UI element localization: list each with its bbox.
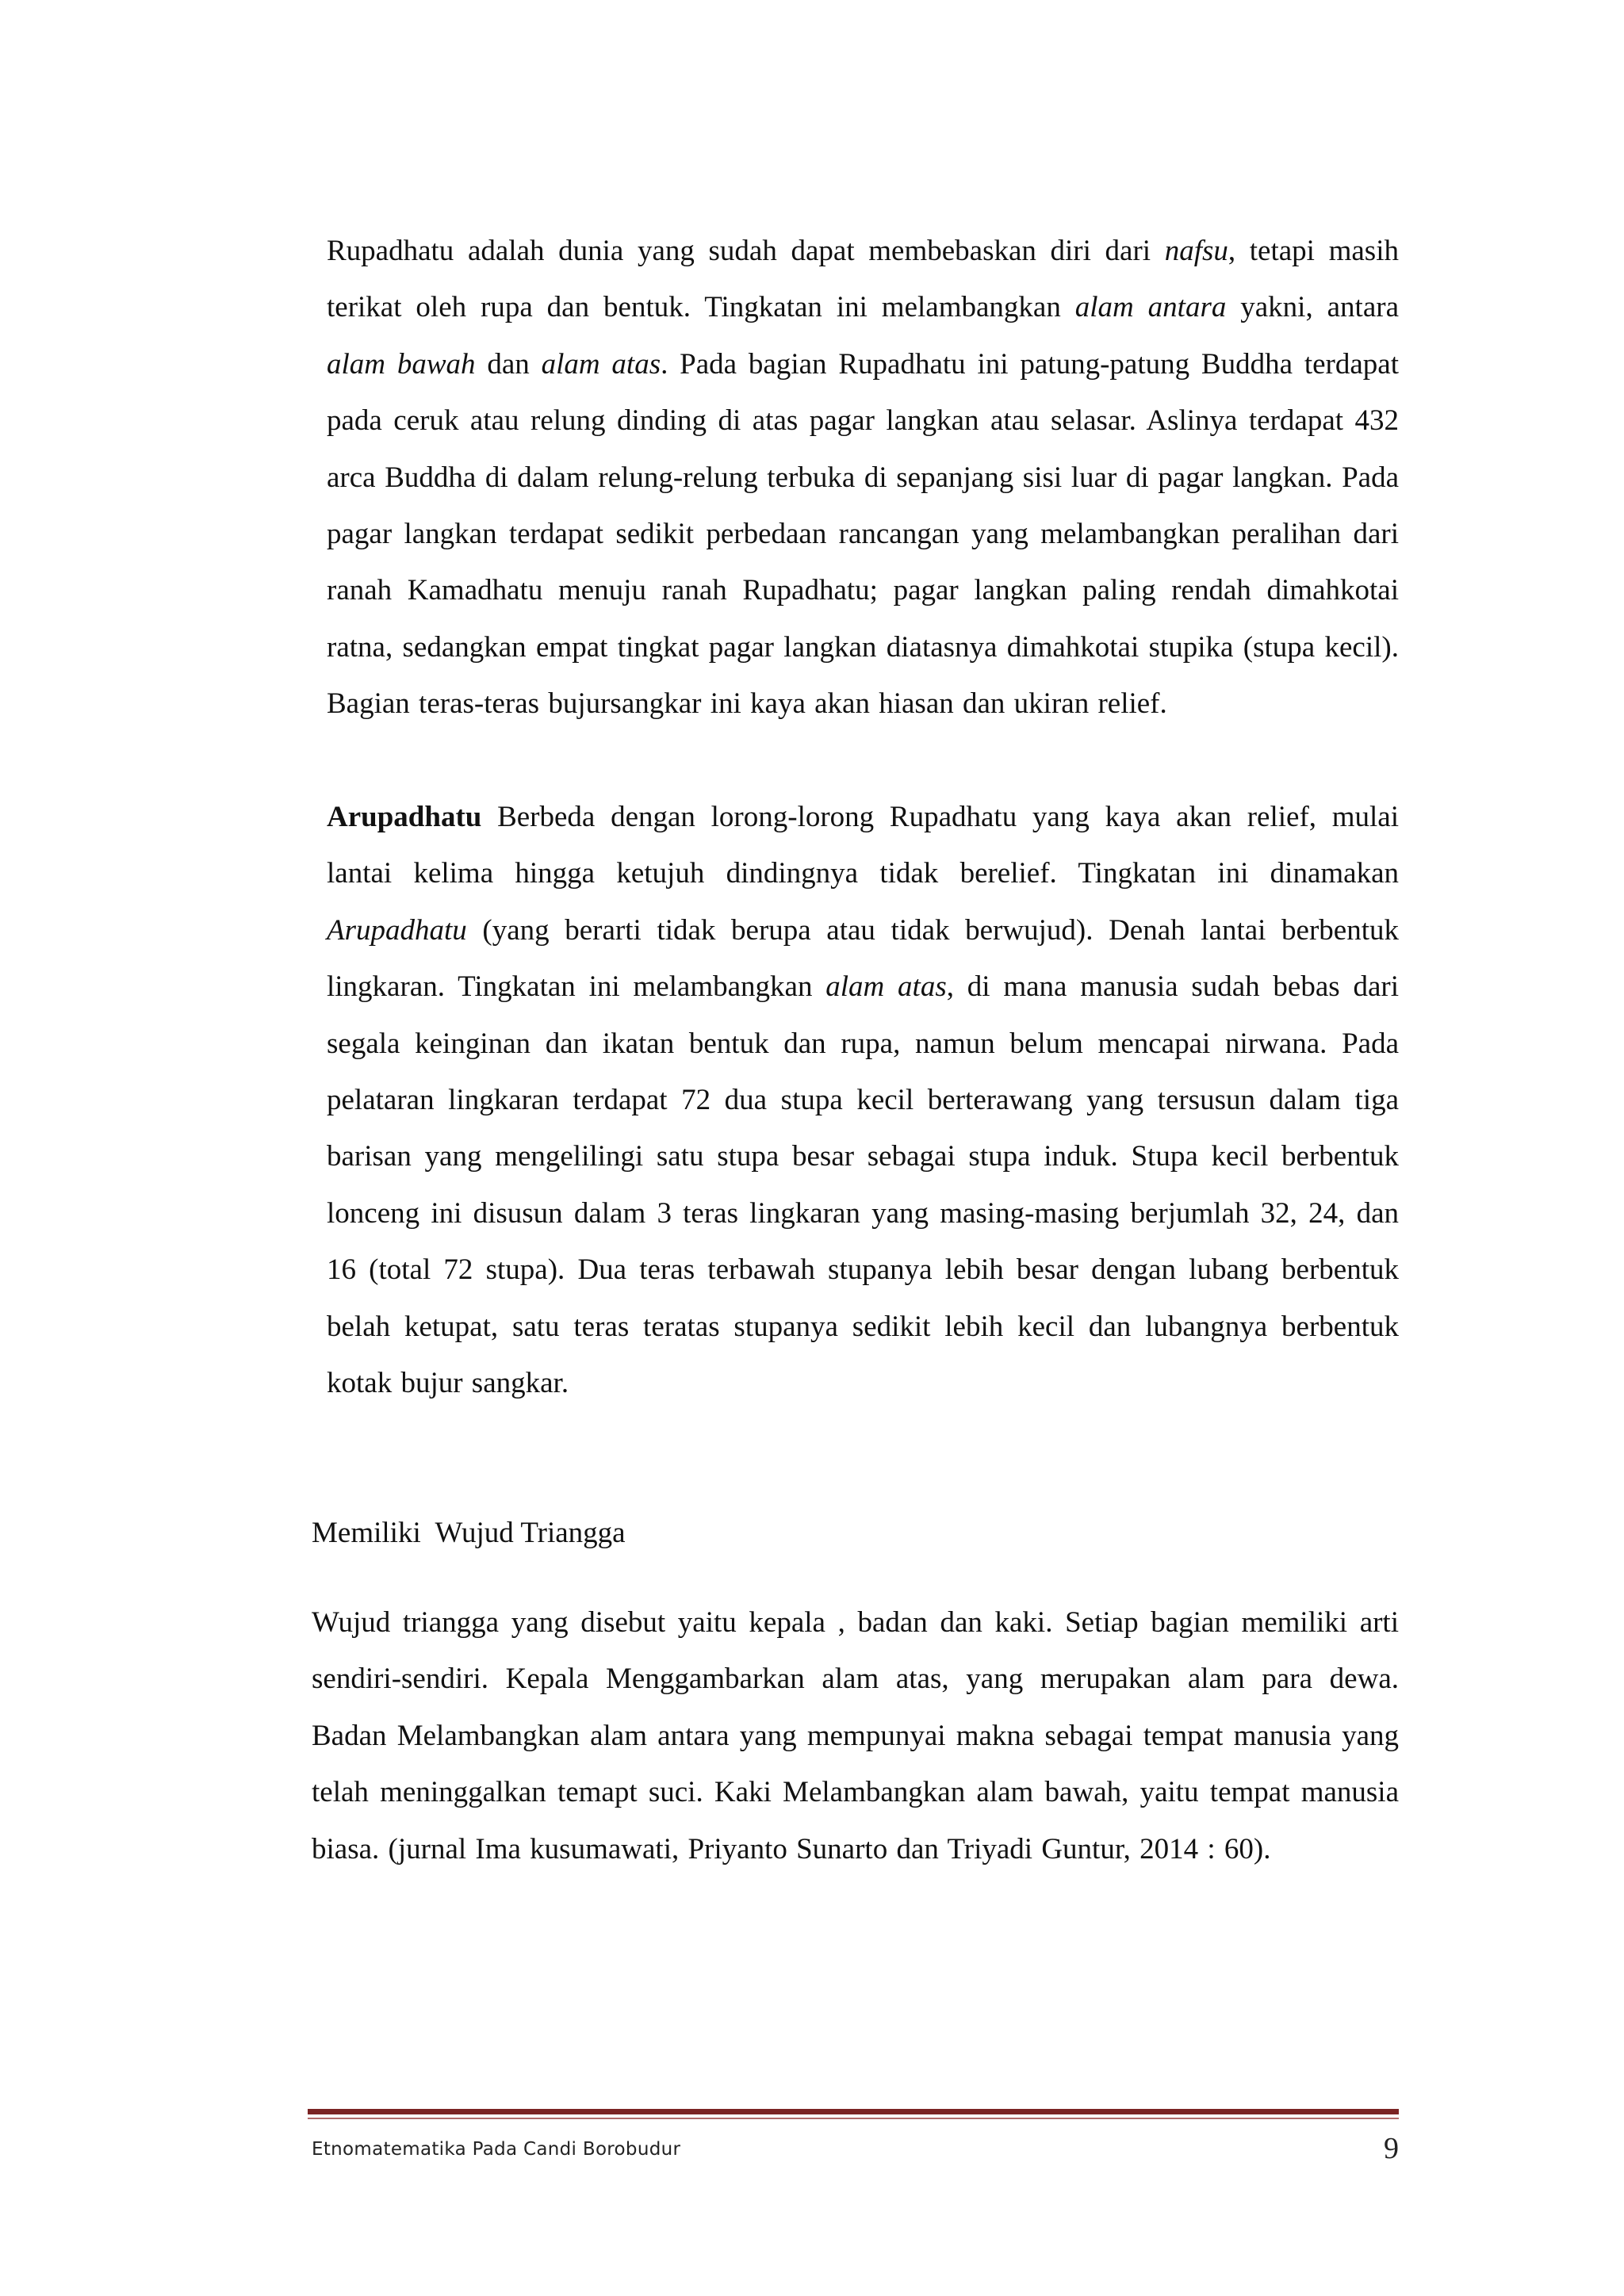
rupadhatu-text-2: , tetapi masih terikat oleh rupa dan bentuk. Tingkatan ini melambangkan [327,235,1399,324]
section-heading: Memiliki Wujud Triangga [312,1517,626,1549]
paragraph-arupadhatu [327,789,1399,1411]
page-number: 9 [1384,2132,1399,2165]
term-arupadhatu-bold: Arupadhatu [327,801,482,833]
term-nafsu: nafsu [1164,235,1228,267]
rupadhatu-text-4: dan [475,347,542,381]
paragraph-triangga: Wujud triangga yang disebut yaitu kepala , badan dan kaki. Setiap bagian memiliki arti sendiri-sendiri. Kepala Menggambarkan alam atas, yang merupakan alam para dewa. Badan Melambangkan alam antara yang mempunyai makna sebagai tempat manusia yang telah meninggalkan temapt suci. Kaki Melambangkan alam bawah, yaitu tempat manusia biasa. (jurnal Ima kusumawati, Priyanto Sunarto dan Triyadi Guntur, 2014 : 60). [312,1606,1399,1866]
rupadhatu-text-3: yakni, antara [1226,291,1399,324]
footer-rule-thick [308,2109,1399,2114]
term-alam-antara: alam antara [1074,291,1227,324]
term-alam-bawah: alam bawah [327,347,476,381]
arupadhatu-text-3: , di mana manusia sudah bebas dari segala keinginan dan ikatan bentuk dan rupa, namun belum mencapai nirwana. Pada pelataran lingkaran terdapat 72 dua stupa kecil berterawang yang tersusun dalam tiga barisan yang mengelilingi satu stupa besar sebagai stupa induk. Stupa kecil berbentuk lonceng ini disusun dalam 3 teras lingkaran yang masing-masing berjumlah 32, 24, dan 16 (total 72 stupa). Dua teras terbawah stupanya lebih besar dengan lubang berbentuk belah ketupat, satu teras teratas stupanya sedikit lebih kecil dan lubangnya berbentuk kotak bujur sangkar. [327,970,1399,1400]
paragraph-rupadhatu [327,223,1399,733]
rupadhatu-text-1: Rupadhatu adalah dunia yang sudah dapat membebaskan diri dari [327,235,1165,267]
rupadhatu-text-5: . Pada bagian Rupadhatu ini patung-patung Buddha terdapat pada ceruk atau relung dinding di atas pagar langkan atau selasar. Aslinya terdapat 432 arca Buddha di dalam relung-relung terbuka di sepanjang sisi luar di pagar langkan. Pada pagar langkan terdapat sedikit perbedaan rancangan yang melambangkan peralihan dari ranah Kamadhatu menuju ranah Rupadhatu; pagar langkan paling rendah dimahkotai ratna, sedangkan empat tingkat pagar langkan diatasnya dimahkotai stupika (stupa kecil). Bagian teras-teras bujursangkar ini kaya akan hiasan dan ukiran relief. [327,347,1400,721]
term-alam-atas: alam atas [541,347,661,381]
term-alam-atas-2: alam atas [825,970,947,1004]
arupadhatu-text-1: Berbeda dengan lorong-lorong Rupadhatu yang kaya akan relief, mulai lantai kelima hingga ketujuh dindingnya tidak berelief. Tingkatan ini dinamakan [327,801,1399,890]
footer-rule-thin [308,2118,1399,2119]
footer-title: Etnomatematika Pada Candi Borobudur [312,2139,681,2160]
arupadhatu-text-2: (yang berarti tidak berupa atau tidak berwujud). Denah lantai berbentuk lingkaran. Tingkatan ini melambangkan [327,913,1399,1004]
term-arupadhatu-italic: Arupadhatu [327,913,467,947]
